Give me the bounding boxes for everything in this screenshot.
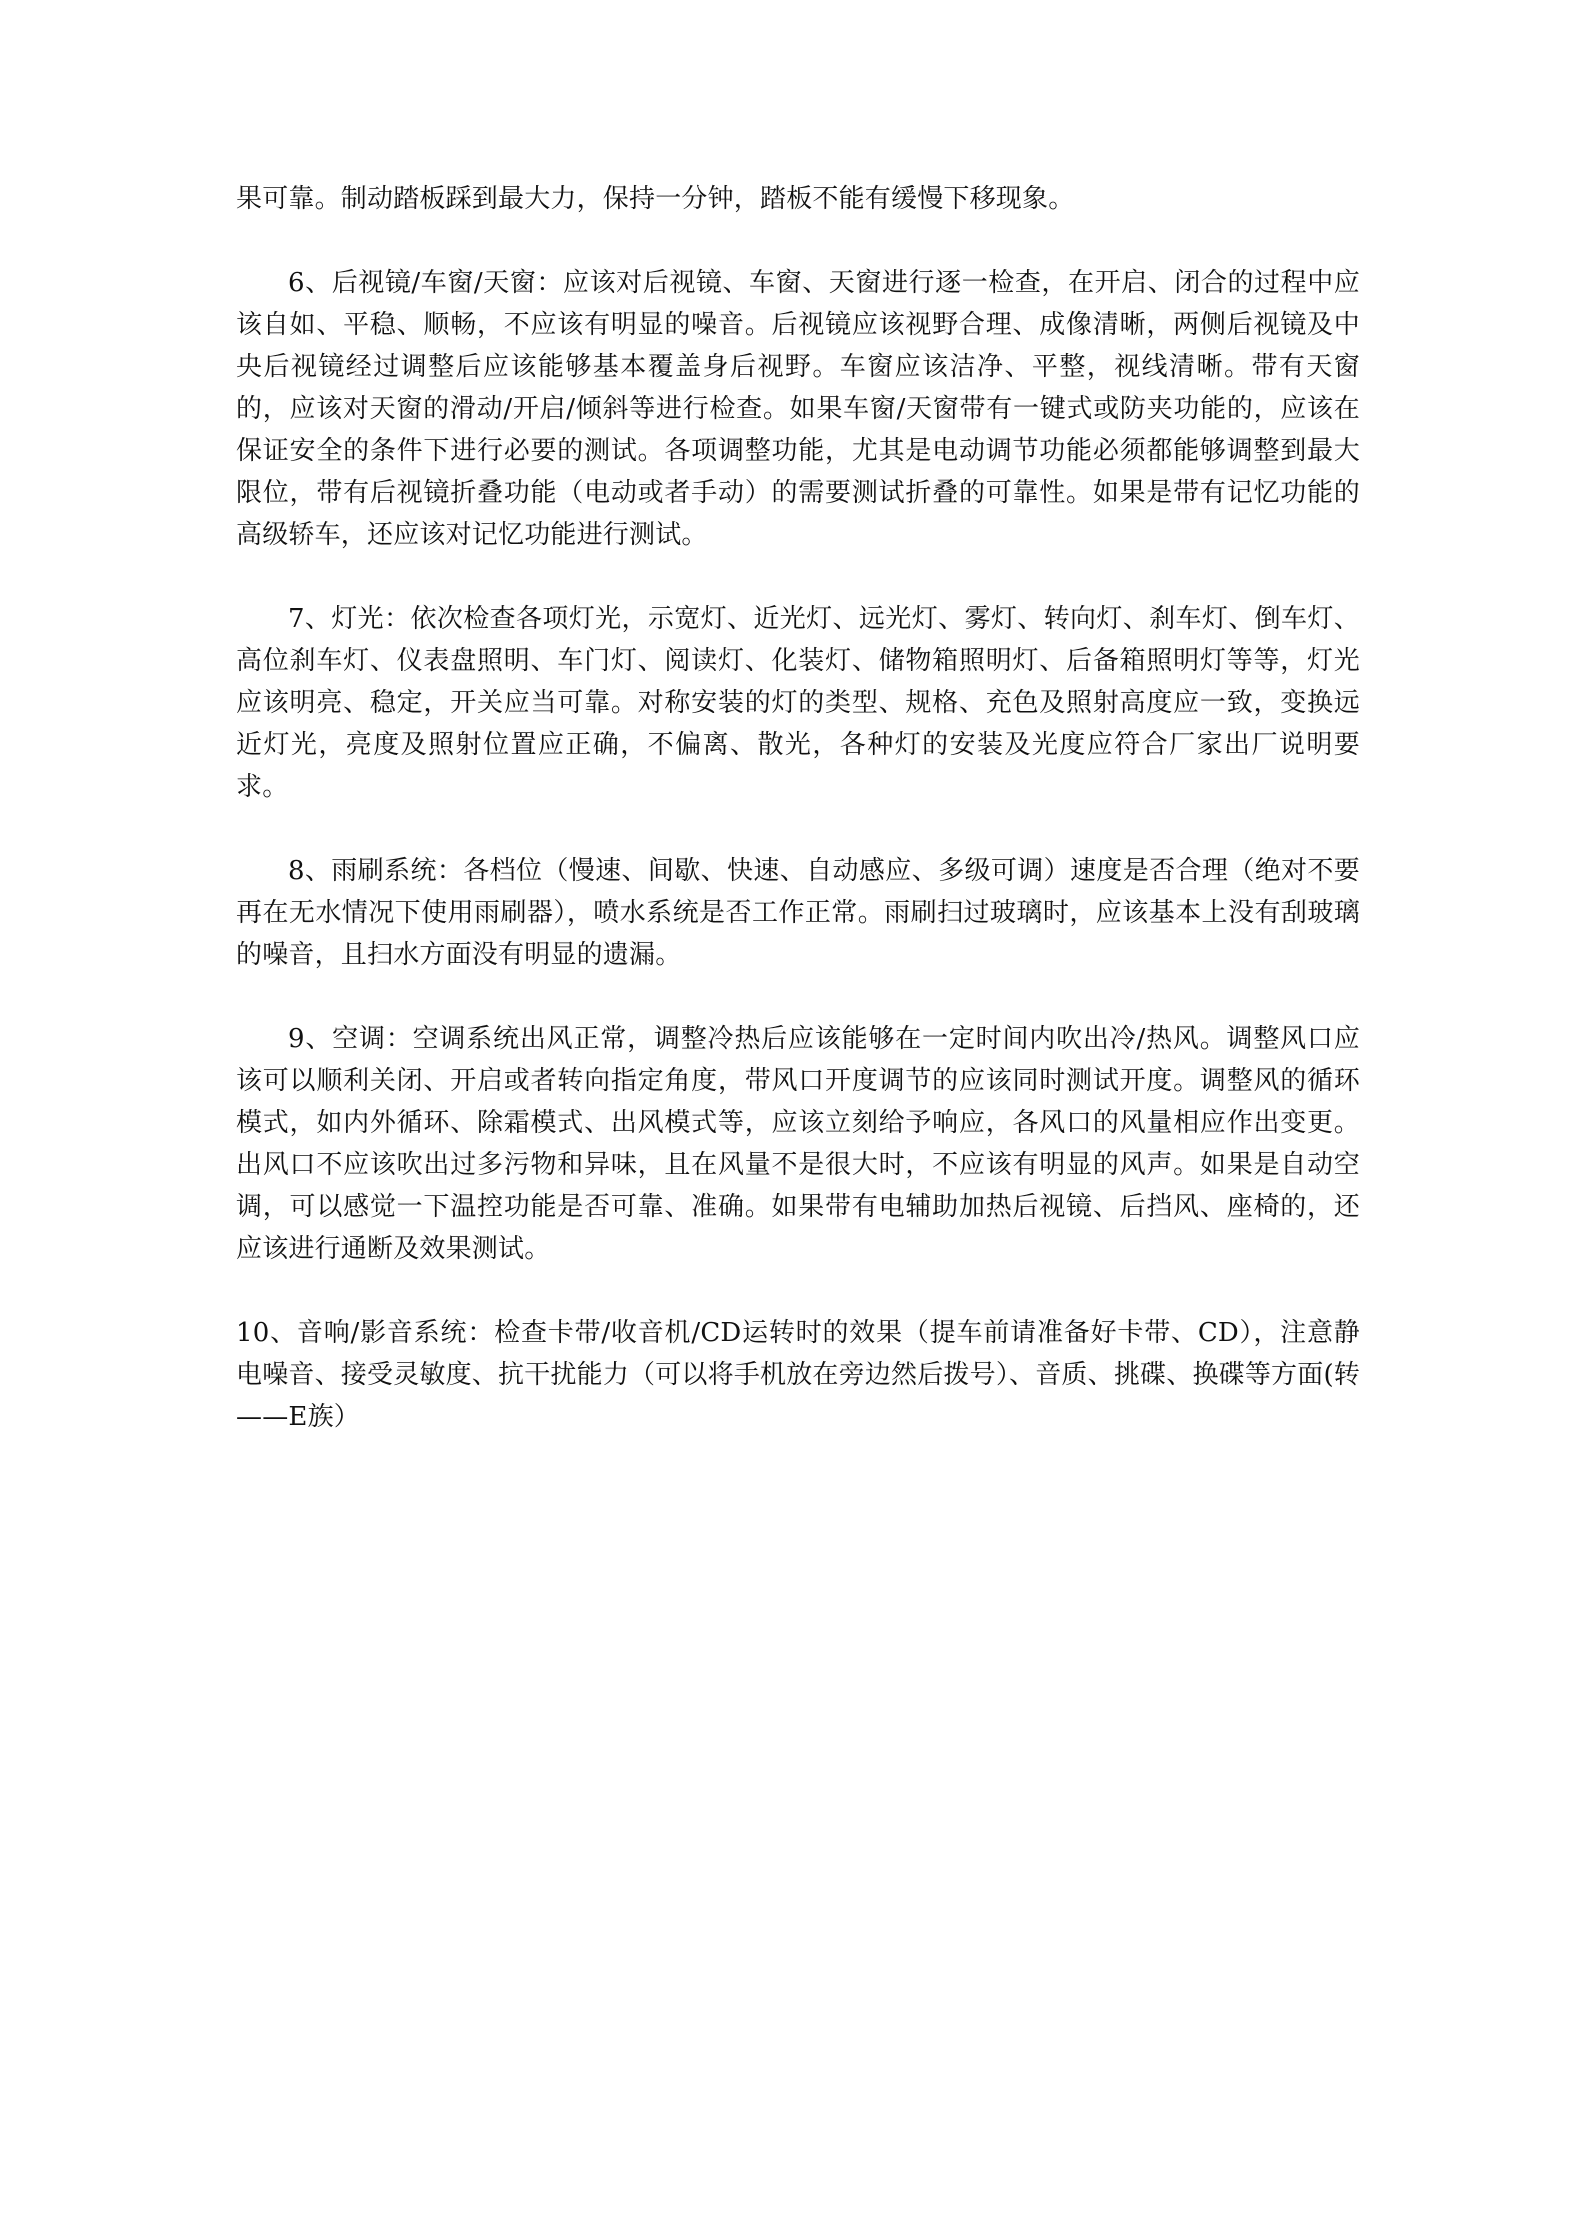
- paragraph-lights: 7、灯光：依次检查各项灯光，示宽灯、近光灯、远光灯、雾灯、转向灯、刹车灯、倒车灯、高位刹车灯、仪表盘照明、车门灯、阅读灯、化装灯、储物箱照明灯、后备箱照明灯等等，灯光应该明亮、稳定，开关应当可靠。对称安装的灯的类型、规格、充色及照射高度应一致，变换远近灯光，亮度及照射位置应正确，不偏离、散光，各种灯的安装及光度应符合厂家出厂说明要求。: [236, 604, 1360, 802]
- paragraph-mirrors-windows-sunroof: 6、后视镜/车窗/天窗：应该对后视镜、车窗、天窗进行逐一检查，在开启、闭合的过程中应该自如、平稳、顺畅，不应该有明显的噪音。后视镜应该视野合理、成像清晰，两侧后视镜及中央后视镜经过调整后应该能够基本覆盖身后视野。车窗应该洁净、平整，视线清晰。带有天窗的，应该对天窗的滑动/开启/倾斜等进行检查。如果车窗/天窗带有一键式或防夹功能的，应该在保证安全的条件下进行必要的测试。各项调整功能，尤其是电动调节功能必须都能够调整到最大限位，带有后视镜折叠功能（电动或者手动）的需要测试折叠的可靠性。如果是带有记忆功能的高级轿车，还应该对记忆功能进行测试。: [236, 268, 1360, 550]
- paragraph-air-conditioning: 9、空调：空调系统出风正常，调整冷热后应该能够在一定时间内吹出冷/热风。调整风口应该可以顺利关闭、开启或者转向指定角度，带风口开度调节的应该同时测试开度。调整风的循环模式，如内外循环、除霜模式、出风模式等，应该立刻给予响应，各风口的风量相应作出变更。出风口不应该吹出过多污物和异味，且在风量不是很大时，不应该有明显的风声。如果是自动空调，可以感觉一下温控功能是否可靠、准确。如果带有电辅助加热后视镜、后挡风、座椅的，还应该进行通断及效果测试。: [236, 1024, 1360, 1264]
- document-body: [236, 178, 1360, 1480]
- paragraph-audio-system: 10、音响/影音系统：检查卡带/收音机/CD运转时的效果（提车前请准备好卡带、CD），注意静电噪音、接受灵敏度、抗干扰能力（可以将手机放在旁边然后拨号）、音质、挑碟、换碟等方面(转——E族）: [236, 1318, 1360, 1432]
- paragraph-wipers: 8、雨刷系统：各档位（慢速、间歇、快速、自动感应、多级可调）速度是否合理（绝对不要再在无水情况下使用雨刷器），喷水系统是否工作正常。雨刷扫过玻璃时，应该基本上没有刮玻璃的噪音，且扫水方面没有明显的遗漏。: [236, 856, 1360, 970]
- paragraph-brake-continuation: 果可靠。制动踏板踩到最大力，保持一分钟，踏板不能有缓慢下移现象。: [236, 184, 1075, 214]
